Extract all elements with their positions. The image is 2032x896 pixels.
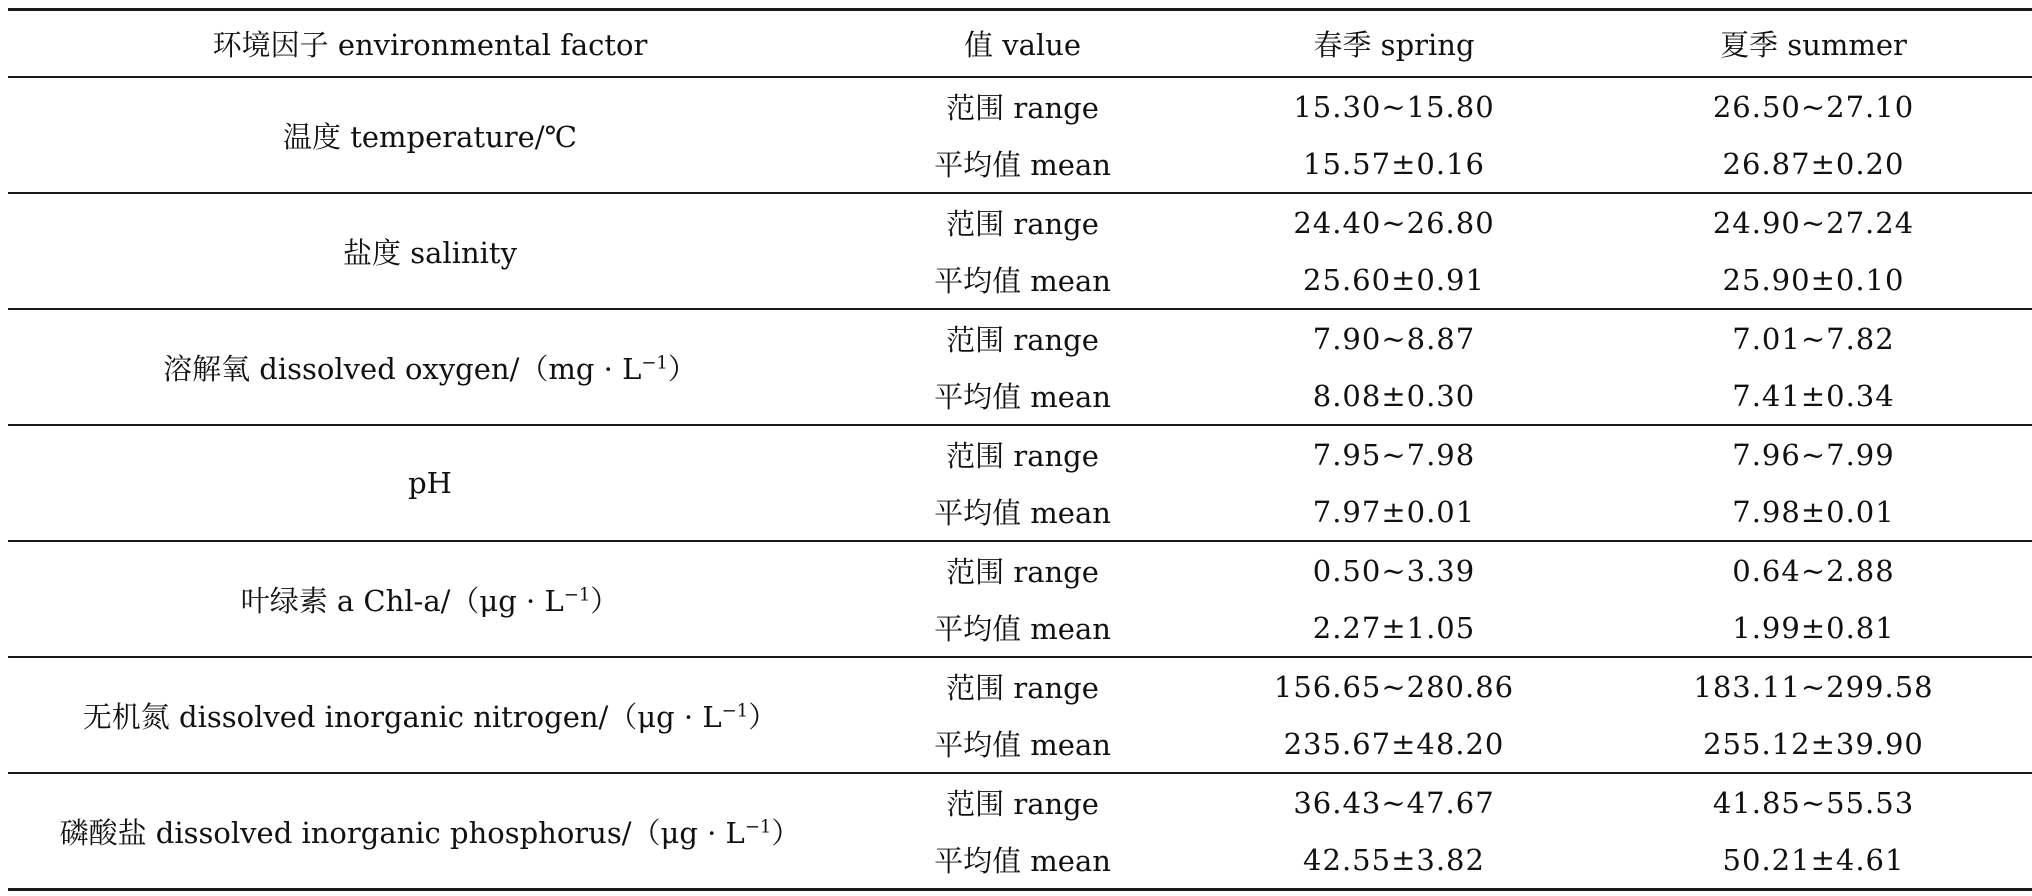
summer-mean: 255.12±39.90 xyxy=(1595,715,2032,773)
summer-mean: 7.41±0.34 xyxy=(1595,367,2032,425)
stat-label-mean: 平均值 mean xyxy=(852,599,1193,657)
environmental-factors-table-wrapper xyxy=(8,8,2032,891)
table-row xyxy=(8,309,2032,367)
environmental-factors-table xyxy=(8,8,2032,891)
summer-range: 24.90~27.24 xyxy=(1712,205,1915,240)
factor-label: 溶解氧 dissolved oxygen/（mg · L xyxy=(163,351,642,386)
summer-range: 183.11~299.58 xyxy=(1693,669,1934,704)
spring-range: 0.50~3.39 xyxy=(1312,553,1476,588)
factor-cell xyxy=(8,193,852,309)
factor-label: 无机氮 dissolved inorganic nitrogen/（μg · L xyxy=(82,699,722,734)
spring-mean: 2.27±1.05 xyxy=(1193,599,1595,657)
factor-label: 温度 temperature/℃ xyxy=(283,119,577,154)
factor-cell xyxy=(8,773,852,890)
table-row xyxy=(8,773,2032,831)
factor-label: 磷酸盐 dissolved inorganic phosphorus/（μg · L xyxy=(59,815,745,850)
summer-range: 26.50~27.10 xyxy=(1712,89,1915,124)
table-body xyxy=(8,77,2032,890)
factor-unit-superscript: −1 xyxy=(721,699,749,721)
stat-label-range: 范围 range xyxy=(946,439,1099,473)
spring-range: 24.40~26.80 xyxy=(1293,205,1495,240)
stat-label-mean: 平均值 mean xyxy=(852,251,1193,309)
factor-cell xyxy=(8,309,852,425)
factor-unit-superscript: −1 xyxy=(744,815,772,837)
stat-label-range: 范围 range xyxy=(946,555,1099,589)
header-factor: 环境因子 environmental factor xyxy=(8,10,852,78)
table-row xyxy=(8,541,2032,599)
factor-cell xyxy=(8,77,852,193)
header-spring: 春季 spring xyxy=(1193,10,1595,78)
summer-mean: 25.90±0.10 xyxy=(1595,251,2032,309)
stat-label-range: 范围 range xyxy=(946,671,1099,705)
table-row xyxy=(8,193,2032,251)
summer-range: 0.64~2.88 xyxy=(1732,553,1895,588)
header-value: 值 value xyxy=(852,10,1193,78)
factor-unit-superscript: −1 xyxy=(641,351,668,373)
summer-mean: 26.87±0.20 xyxy=(1595,135,2032,193)
spring-range: 15.30~15.80 xyxy=(1293,89,1495,124)
summer-range: 7.01~7.82 xyxy=(1732,321,1895,356)
summer-range: 41.85~55.53 xyxy=(1712,785,1915,820)
table-row xyxy=(8,657,2032,715)
header-row xyxy=(8,10,2032,78)
stat-label-mean: 平均值 mean xyxy=(852,135,1193,193)
factor-label-suffix: ） xyxy=(590,583,620,618)
summer-mean: 1.99±0.81 xyxy=(1595,599,2032,657)
spring-mean: 235.67±48.20 xyxy=(1193,715,1595,773)
spring-range: 7.90~8.87 xyxy=(1312,321,1476,356)
stat-label-range: 范围 range xyxy=(946,91,1099,125)
header-summer: 夏季 summer xyxy=(1595,10,2032,78)
summer-range: 7.96~7.99 xyxy=(1732,437,1895,472)
factor-cell xyxy=(8,425,852,541)
table-row xyxy=(8,77,2032,135)
spring-mean: 25.60±0.91 xyxy=(1193,251,1595,309)
factor-label-suffix: ） xyxy=(667,351,697,386)
stat-label-mean: 平均值 mean xyxy=(852,831,1193,890)
spring-range: 156.65~280.86 xyxy=(1273,669,1515,704)
spring-mean: 7.97±0.01 xyxy=(1193,483,1595,541)
stat-label-mean: 平均值 mean xyxy=(852,715,1193,773)
factor-unit-superscript: −1 xyxy=(563,583,591,605)
spring-range: 36.43~47.67 xyxy=(1293,785,1495,820)
factor-label: 叶绿素 a Chl-a/（μg · L xyxy=(240,583,564,618)
summer-mean: 50.21±4.61 xyxy=(1595,831,2032,890)
stat-label-mean: 平均值 mean xyxy=(852,483,1193,541)
table-header xyxy=(8,10,2032,78)
stat-label-range: 范围 range xyxy=(946,207,1099,241)
summer-mean: 7.98±0.01 xyxy=(1595,483,2032,541)
spring-mean: 8.08±0.30 xyxy=(1193,367,1595,425)
stat-label-range: 范围 range xyxy=(946,787,1099,821)
table-row xyxy=(8,425,2032,483)
spring-mean: 15.57±0.16 xyxy=(1193,135,1595,193)
factor-cell xyxy=(8,657,852,773)
factor-label-suffix: ） xyxy=(748,699,778,734)
factor-label: pH xyxy=(408,466,452,500)
stat-label-range: 范围 range xyxy=(946,323,1099,357)
factor-label-suffix: ） xyxy=(771,815,801,850)
stat-label-mean: 平均值 mean xyxy=(852,367,1193,425)
factor-label: 盐度 salinity xyxy=(343,235,517,270)
factor-cell xyxy=(8,541,852,657)
spring-range: 7.95~7.98 xyxy=(1312,437,1476,472)
spring-mean: 42.55±3.82 xyxy=(1193,831,1595,890)
